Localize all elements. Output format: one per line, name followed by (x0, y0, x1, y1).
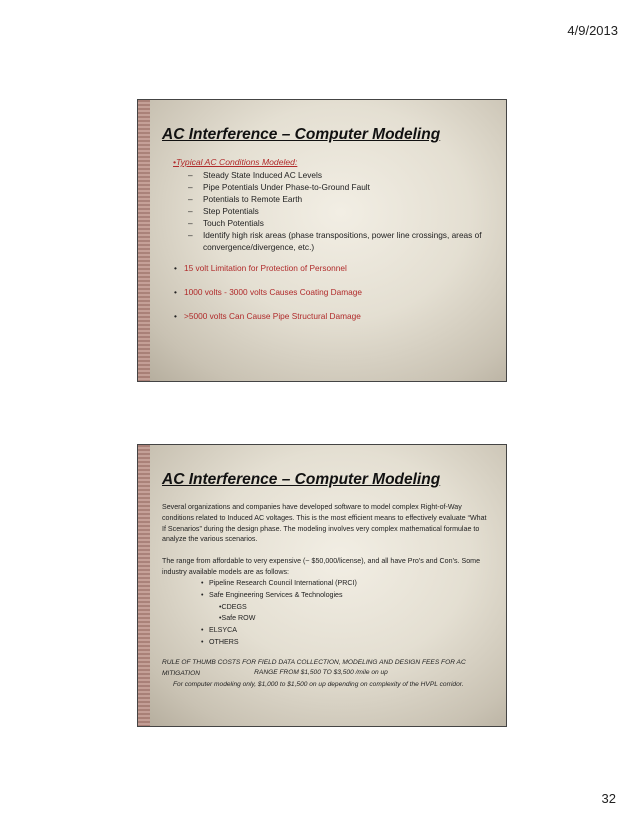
list-item: • OTHERS (201, 637, 239, 646)
paragraph: Several organizations and companies have developed software to model complex Right-of-Way conditions related to Induced AC voltages. This is the most efficient means to effectively evaluate “What If Scenarios” during the design phase. The modeling involves very complex mathematical formulae to analyze the various scenarios. (162, 503, 487, 544)
list-item: • 15 volt Limitation for Protection of Personnel (174, 263, 347, 273)
list-item: • Safe Engineering Services & Technologies (201, 590, 343, 599)
models-list (201, 578, 357, 649)
rule-of-thumb-line: For computer modeling only, $1,000 to $1,500 on up depending on complexity of the HVPL corridor. (173, 681, 464, 688)
list-item: – Touch Potentials (188, 218, 264, 228)
list-item: •Safe ROW (219, 614, 256, 623)
slide-decorative-stripe (138, 100, 150, 381)
paragraph: The range from affordable to very expensive (~ $50,000/license), and all have Pro’s and Con’s. Some industry available models are as follows: (162, 557, 481, 576)
page-date: 4/9/2013 (567, 23, 618, 38)
slide-title: AC Interference – Computer Modeling (162, 471, 441, 488)
list-item: – Step Potentials (188, 206, 259, 216)
conditions-list (188, 169, 488, 253)
slide-1 (137, 99, 507, 382)
rule-of-thumb-line: RANGE FROM $1,500 TO $3,500 /mile on up (254, 669, 388, 676)
slide-2 (137, 444, 507, 727)
list-item: • >5000 volts Can Cause Pipe Structural Damage (174, 311, 361, 321)
list-item: – Steady State Induced AC Levels (188, 170, 323, 180)
list-item: •CDEGS (219, 602, 247, 611)
rule-of-thumb-line: RULE OF THUMB COSTS FOR FIELD DATA COLLECTION, MODELING AND DESIGN FEES FOR AC MITIGATION (162, 659, 466, 677)
slide-title: AC Interference – Computer Modeling (162, 126, 441, 143)
list-item: • ELSYCA (201, 626, 237, 635)
list-item: • 1000 volts - 3000 volts Causes Coating Damage (174, 287, 363, 297)
page-number: 32 (601, 791, 616, 806)
voltage-bullets (174, 262, 494, 334)
list-item: – Pipe Potentials Under Phase-to-Ground Fault (188, 182, 370, 192)
list-item: • Pipeline Research Council International (PRCI) (201, 579, 357, 587)
list-item: – Identify high risk areas (phase transpositions, power line crossings, areas of convergence/divergence, etc.) (188, 230, 482, 252)
slide-subheading: •Typical AC Conditions Modeled: (173, 157, 298, 167)
slide-decorative-stripe (138, 445, 150, 726)
list-item: – Potentials to Remote Earth (188, 194, 303, 204)
